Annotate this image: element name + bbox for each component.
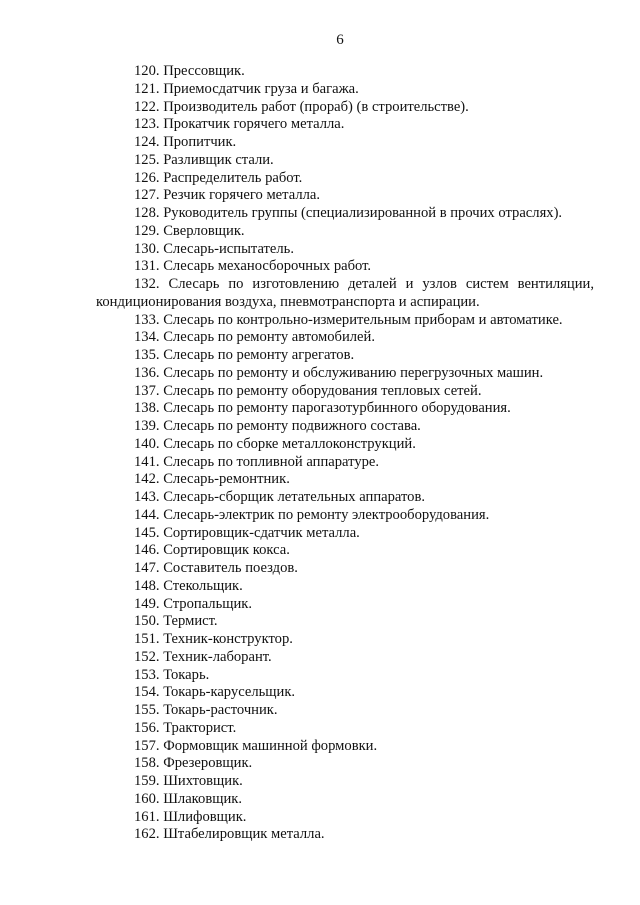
list-item: 157. Формовщик машинной формовки. [134, 737, 378, 754]
list-item: 135. Слесарь по ремонту агрегатов. [134, 347, 355, 363]
list-item: 134. Слесарь по ремонту автомобилей. [134, 329, 375, 346]
list-item: 124. Пропитчик. [134, 134, 237, 150]
list-item: 156. Тракторист. [134, 719, 237, 736]
list-item: 126. Распределитель работ. [134, 169, 303, 186]
list-item: 131. Слесарь механосборочных работ. [134, 258, 372, 275]
page-number: 6 [336, 32, 344, 48]
list-item: 153. Токарь. [134, 666, 210, 683]
list-item: 129. Сверловщик. [134, 222, 245, 239]
list-item: 122. Производитель работ (прораб) (в строительстве). [134, 98, 469, 115]
list-item: 142. Слесарь-ремонтник. [134, 471, 290, 488]
list-item: 140. Слесарь по сборке металлоконструкций. [134, 435, 416, 452]
list-item: 155. Токарь-расточник. [134, 702, 278, 718]
list-item: 139. Слесарь по ремонту подвижного состава. [134, 418, 421, 434]
list-item: 123. Прокатчик горячего металла. [134, 116, 345, 133]
list-item: 130. Слесарь-испытатель. [134, 240, 294, 257]
list-item: 145. Сортировщик-сдатчик металла. [134, 524, 360, 541]
list-item: 138. Слесарь по ремонту парогазотурбинного оборудования. [134, 400, 511, 417]
list-item: 120. Прессовщик. [134, 63, 245, 79]
list-item: 161. Шлифовщик. [134, 808, 247, 825]
list-item: 160. Шлаковщик. [134, 790, 242, 807]
list-item: 154. Токарь-карусельщик. [134, 684, 296, 701]
list-item: 147. Составитель поездов. [134, 560, 298, 576]
list-item: 152. Техник-лаборант. [134, 648, 272, 665]
list-item: 127. Резчик горячего металла. [134, 187, 321, 204]
list-item: 137. Слесарь по ремонту оборудования тепловых сетей. [134, 382, 482, 399]
occupation-list [96, 63, 594, 844]
list-item: 150. Термист. [134, 613, 218, 630]
list-item: 159. Шихтовщик. [134, 773, 243, 789]
list-item: 121. Приемосдатчик груза и багажа. [134, 80, 359, 97]
list-item: 148. Стекольщик. [134, 577, 243, 594]
list-item: 128. Руководитель группы (специализированной в прочих отраслях). [134, 205, 563, 221]
list-item: 132. Слесарь по изготовлению деталей и узлов систем вентиляции, кондиционирования воздуха, пневмотранспорта и аспирации. [96, 276, 594, 310]
list-item: 143. Слесарь-сборщик летательных аппаратов. [134, 489, 426, 505]
list-item: 141. Слесарь по топливной аппаратуре. [134, 453, 380, 470]
list-item: 144. Слесарь-электрик по ремонту электрооборудования. [134, 506, 490, 523]
list-item: 162. Штабелировщик металла. [134, 826, 325, 843]
list-item: 146. Сортировщик кокса. [134, 542, 290, 559]
list-item: 125. Разливщик стали. [134, 151, 274, 168]
list-item: 149. Стропальщик. [134, 595, 253, 612]
list-item: 133. Слесарь по контрольно-измерительным приборам и автоматике. [134, 311, 563, 328]
list-item: 136. Слесарь по ремонту и обслуживанию перегрузочных машин. [134, 364, 544, 381]
list-item: 151. Техник-конструктор. [134, 631, 293, 647]
list-item: 158. Фрезеровщик. [134, 755, 253, 772]
